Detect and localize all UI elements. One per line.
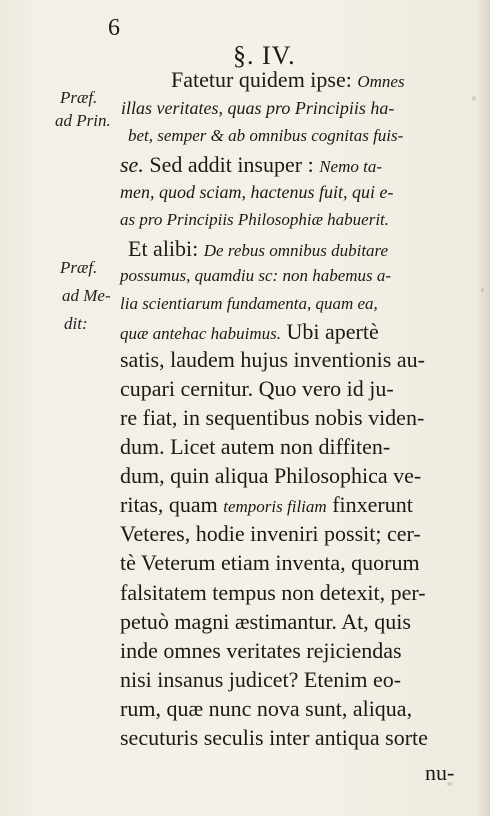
ink-spot [447,782,452,786]
text-segment: Et alibi: [128,236,204,261]
text-segment-italic: De rebus omnibus dubitare [203,241,389,260]
margin-note-praef-2: Præf. [60,258,98,277]
text-segment: dum, quin aliqua Philosophica ve- [120,463,422,488]
margin-note-ad-me: ad Me- [62,286,111,305]
margin-note-dit: dit: [64,314,88,333]
text-segment: Fatetur quidem ipse: [171,67,358,92]
text-segment: Veteres, hodie inveniri possit; cer- [120,521,421,546]
text-segment: nisi insanus judicet? Etenim eo- [120,667,402,692]
text-line [128,238,388,260]
margin-note-ad-prin: ad Prin. [55,111,111,130]
text-line [120,698,412,720]
text-segment: cupari cernitur. Quo vero id ju- [120,376,394,401]
text-segment: secuturis seculis inter antiqua sorte [120,725,428,750]
text-line [128,127,403,144]
ink-spot [472,96,476,101]
text-line [120,640,402,662]
text-segment: nu- [425,760,455,785]
text-line [120,552,420,574]
text-line [120,523,421,545]
text-segment-italic: illas veritates, quas pro Principiis ha- [121,98,395,118]
text-line [120,582,426,604]
text-segment-italic: men, quod sciam, hactenus fuit, qui e- [120,182,394,202]
text-line [120,267,391,284]
text-line [120,407,424,429]
text-line [120,211,389,228]
text-line [171,69,405,91]
text-segment: dum. Licet autem non diffiten- [120,434,391,459]
text-line [120,349,425,371]
text-segment: tè Veterum etiam inventa, quorum [120,550,420,575]
text-segment: finxerunt [326,492,413,517]
text-segment: rum, quæ nunc nova sunt, aliqua, [120,696,413,721]
text-segment-italic: lia scientiarum fundamenta, quam ea, [120,294,378,313]
text-line [120,154,382,176]
text-line [120,378,394,400]
page-number: 6 [108,15,120,41]
text-segment: ritas, quam [120,492,224,517]
text-line [120,183,393,201]
catchword [425,762,454,784]
text-segment: petuò magni æstimantur. At, quis [120,609,411,634]
text-segment: inde omnes veritates rejiciendas [120,638,402,663]
text-line [121,99,394,117]
text-segment-italic: Nemo ta- [319,157,382,176]
margin-note-praef-1: Præf. [60,88,98,107]
text-line [120,727,428,749]
text-line [120,494,413,516]
text-segment: Sed addit insuper : [143,152,320,177]
text-line [120,465,421,487]
text-segment-italic: se. [120,152,144,177]
text-segment: re fiat, in sequentibus nobis viden- [120,405,425,430]
text-segment: falsitatem tempus non detexit, per- [120,580,426,605]
text-segment-italic: temporis filiam [223,497,327,516]
text-segment-italic: Omnes [357,72,405,91]
page-edge-shadow [476,0,490,816]
text-line [120,669,401,691]
text-segment-italic: possumus, quamdiu sc: non habemus a- [120,266,392,285]
text-segment: Ubi apertè [281,319,379,344]
text-line [120,321,379,343]
text-segment: satis, laudem hujus inventionis au- [120,347,425,372]
text-line [120,436,390,458]
text-segment-italic: as pro Principiis Philosophiæ habuerit. [120,210,390,229]
text-segment-italic: quæ antehac habuimus. [120,324,282,343]
section-heading: §. IV. [233,41,296,70]
text-line [120,295,378,312]
text-line [120,611,411,633]
ink-spot [481,288,484,292]
text-segment-italic: bet, semper & ab omnibus cognitas fuis- [128,126,404,145]
